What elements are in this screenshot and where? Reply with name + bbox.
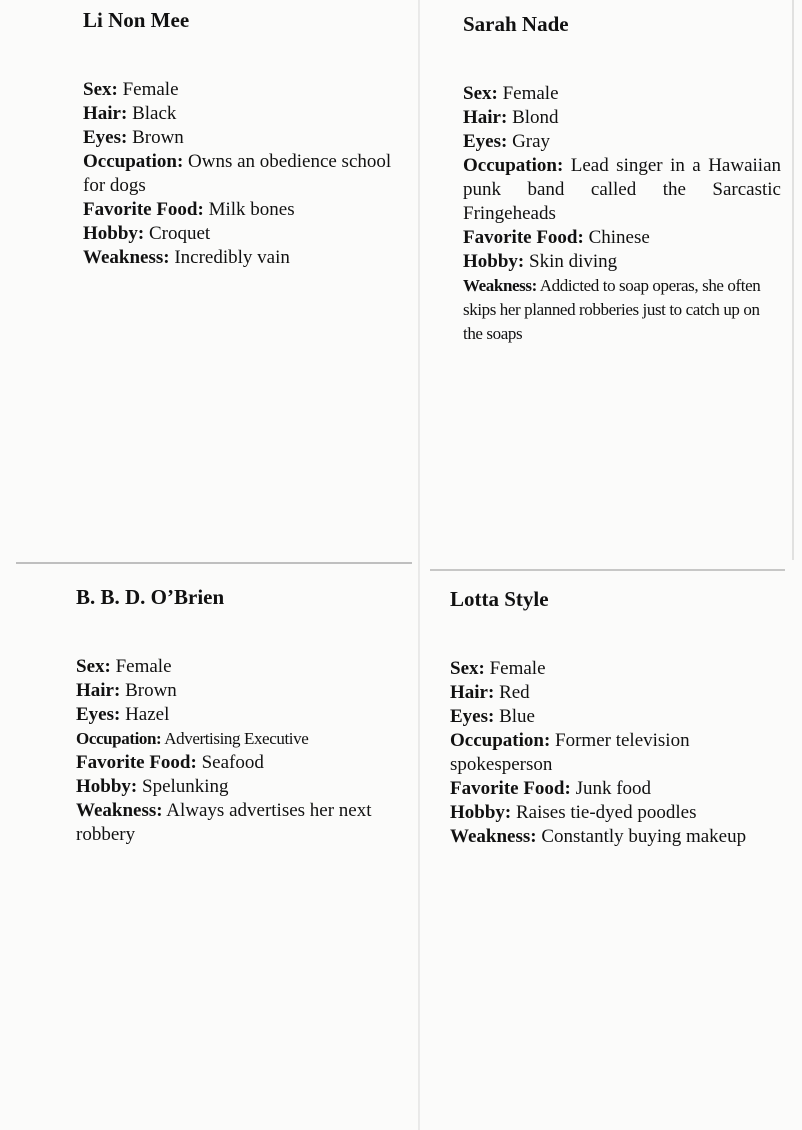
vertical-fold-line: [418, 0, 420, 1130]
attr-label: Eyes:: [76, 704, 121, 726]
attr-value: Female: [489, 658, 546, 680]
attr-weakness: [76, 799, 396, 847]
attr-hair: [463, 106, 781, 130]
attr-occupation: [76, 727, 396, 751]
attr-value: Red: [499, 682, 530, 704]
attr-sex: [463, 82, 781, 106]
attr-label: Eyes:: [83, 127, 128, 149]
attr-label: Occupation:: [83, 151, 184, 173]
attr-label: Hobby:: [450, 802, 512, 824]
card-name: Sarah Nade: [463, 12, 569, 36]
attr-label: Weakness:: [76, 800, 163, 822]
attr-value: Hazel: [125, 704, 170, 726]
attr-favorite-food: [450, 777, 770, 801]
attr-hobby: [76, 775, 396, 799]
attr-label: Sex:: [463, 83, 498, 105]
attr-hobby: [83, 222, 403, 246]
attr-value: Milk bones: [208, 199, 295, 221]
attr-label: Occupation:: [76, 729, 162, 749]
attr-favorite-food: [83, 198, 403, 222]
attr-favorite-food: [76, 751, 396, 775]
attr-occupation: [450, 729, 770, 777]
attr-value: Black: [132, 103, 177, 125]
card-name: Lotta Style: [450, 587, 549, 611]
attr-occupation: [463, 154, 781, 226]
attr-value: Chinese: [588, 227, 650, 249]
attr-label: Hobby:: [83, 223, 145, 245]
attr-value: Female: [502, 83, 559, 105]
attr-eyes: [463, 130, 781, 154]
attr-value: Female: [115, 656, 172, 678]
attr-value: Former television spokesperson: [450, 730, 690, 776]
attr-value: Raises tie-dyed poodles: [516, 802, 697, 824]
attr-value: Croquet: [149, 223, 211, 245]
attr-value: Addicted to soap operas, she often skips her planned robberies just to catch up on the soaps: [463, 276, 761, 344]
suspect-card-sarah-nade: [463, 13, 781, 346]
attr-label: Favorite Food:: [83, 199, 204, 221]
attr-label: Hobby:: [76, 776, 138, 798]
suspect-card-li-non-mee: [83, 9, 403, 270]
attr-value: Brown: [132, 127, 184, 149]
card-name: B. B. D. O’Brien: [76, 585, 225, 609]
attr-label: Favorite Food:: [463, 227, 584, 249]
attr-value: Female: [122, 79, 179, 101]
attr-hair: [450, 681, 770, 705]
attr-value: Junk food: [575, 778, 652, 800]
attr-favorite-food: [463, 226, 781, 250]
attr-label: Sex:: [76, 656, 111, 678]
suspect-card-lotta-style: [450, 588, 770, 849]
attr-value: Gray: [512, 131, 551, 153]
card-name: Li Non Mee: [83, 8, 190, 32]
attr-weakness: [83, 246, 403, 270]
attr-label: Weakness:: [463, 276, 537, 296]
attr-value: Advertising Executive: [164, 729, 309, 749]
attr-label: Hair:: [463, 107, 508, 129]
attr-occupation: [83, 150, 403, 198]
attr-label: Occupation:: [463, 155, 564, 177]
attr-hair: [83, 102, 403, 126]
attr-value: Lead singer in a Hawaiian punk band called the Sarcastic Fringeheads: [463, 155, 782, 225]
attr-label: Hair:: [76, 680, 121, 702]
attr-hair: [76, 679, 396, 703]
attr-value: Seafood: [201, 752, 264, 774]
attr-label: Hair:: [450, 682, 495, 704]
attr-weakness: [463, 274, 781, 346]
attr-hobby: [463, 250, 781, 274]
attr-eyes: [83, 126, 403, 150]
attr-value: Spelunking: [142, 776, 229, 798]
attr-label: Eyes:: [463, 131, 508, 153]
attr-label: Hair:: [83, 103, 128, 125]
attr-label: Occupation:: [450, 730, 551, 752]
attr-hobby: [450, 801, 770, 825]
attr-label: Sex:: [450, 658, 485, 680]
attr-value: Constantly buying makeup: [541, 826, 747, 848]
attr-eyes: [76, 703, 396, 727]
attr-label: Favorite Food:: [76, 752, 197, 774]
attr-value: Brown: [125, 680, 177, 702]
attr-label: Sex:: [83, 79, 118, 101]
attr-weakness: [450, 825, 770, 849]
attr-value: Owns an obedience school for dogs: [83, 151, 392, 197]
attr-label: Weakness:: [450, 826, 537, 848]
horizontal-cut-line-right: [430, 569, 785, 571]
horizontal-cut-line-left: [16, 562, 412, 564]
attr-label: Hobby:: [463, 251, 525, 273]
attr-label: Favorite Food:: [450, 778, 571, 800]
attr-label: Weakness:: [83, 247, 170, 269]
suspect-card-bbd-obrien: [76, 586, 396, 847]
attr-value: Skin diving: [529, 251, 618, 273]
attr-value: Blue: [499, 706, 535, 728]
attr-sex: [450, 657, 770, 681]
attr-value: Incredibly vain: [174, 247, 290, 269]
attr-sex: [83, 78, 403, 102]
attr-value: Blond: [512, 107, 559, 129]
attr-eyes: [450, 705, 770, 729]
paper-edge: [792, 0, 794, 560]
attr-value: Always advertises her next robbery: [76, 800, 372, 846]
attr-sex: [76, 655, 396, 679]
attr-label: Eyes:: [450, 706, 495, 728]
